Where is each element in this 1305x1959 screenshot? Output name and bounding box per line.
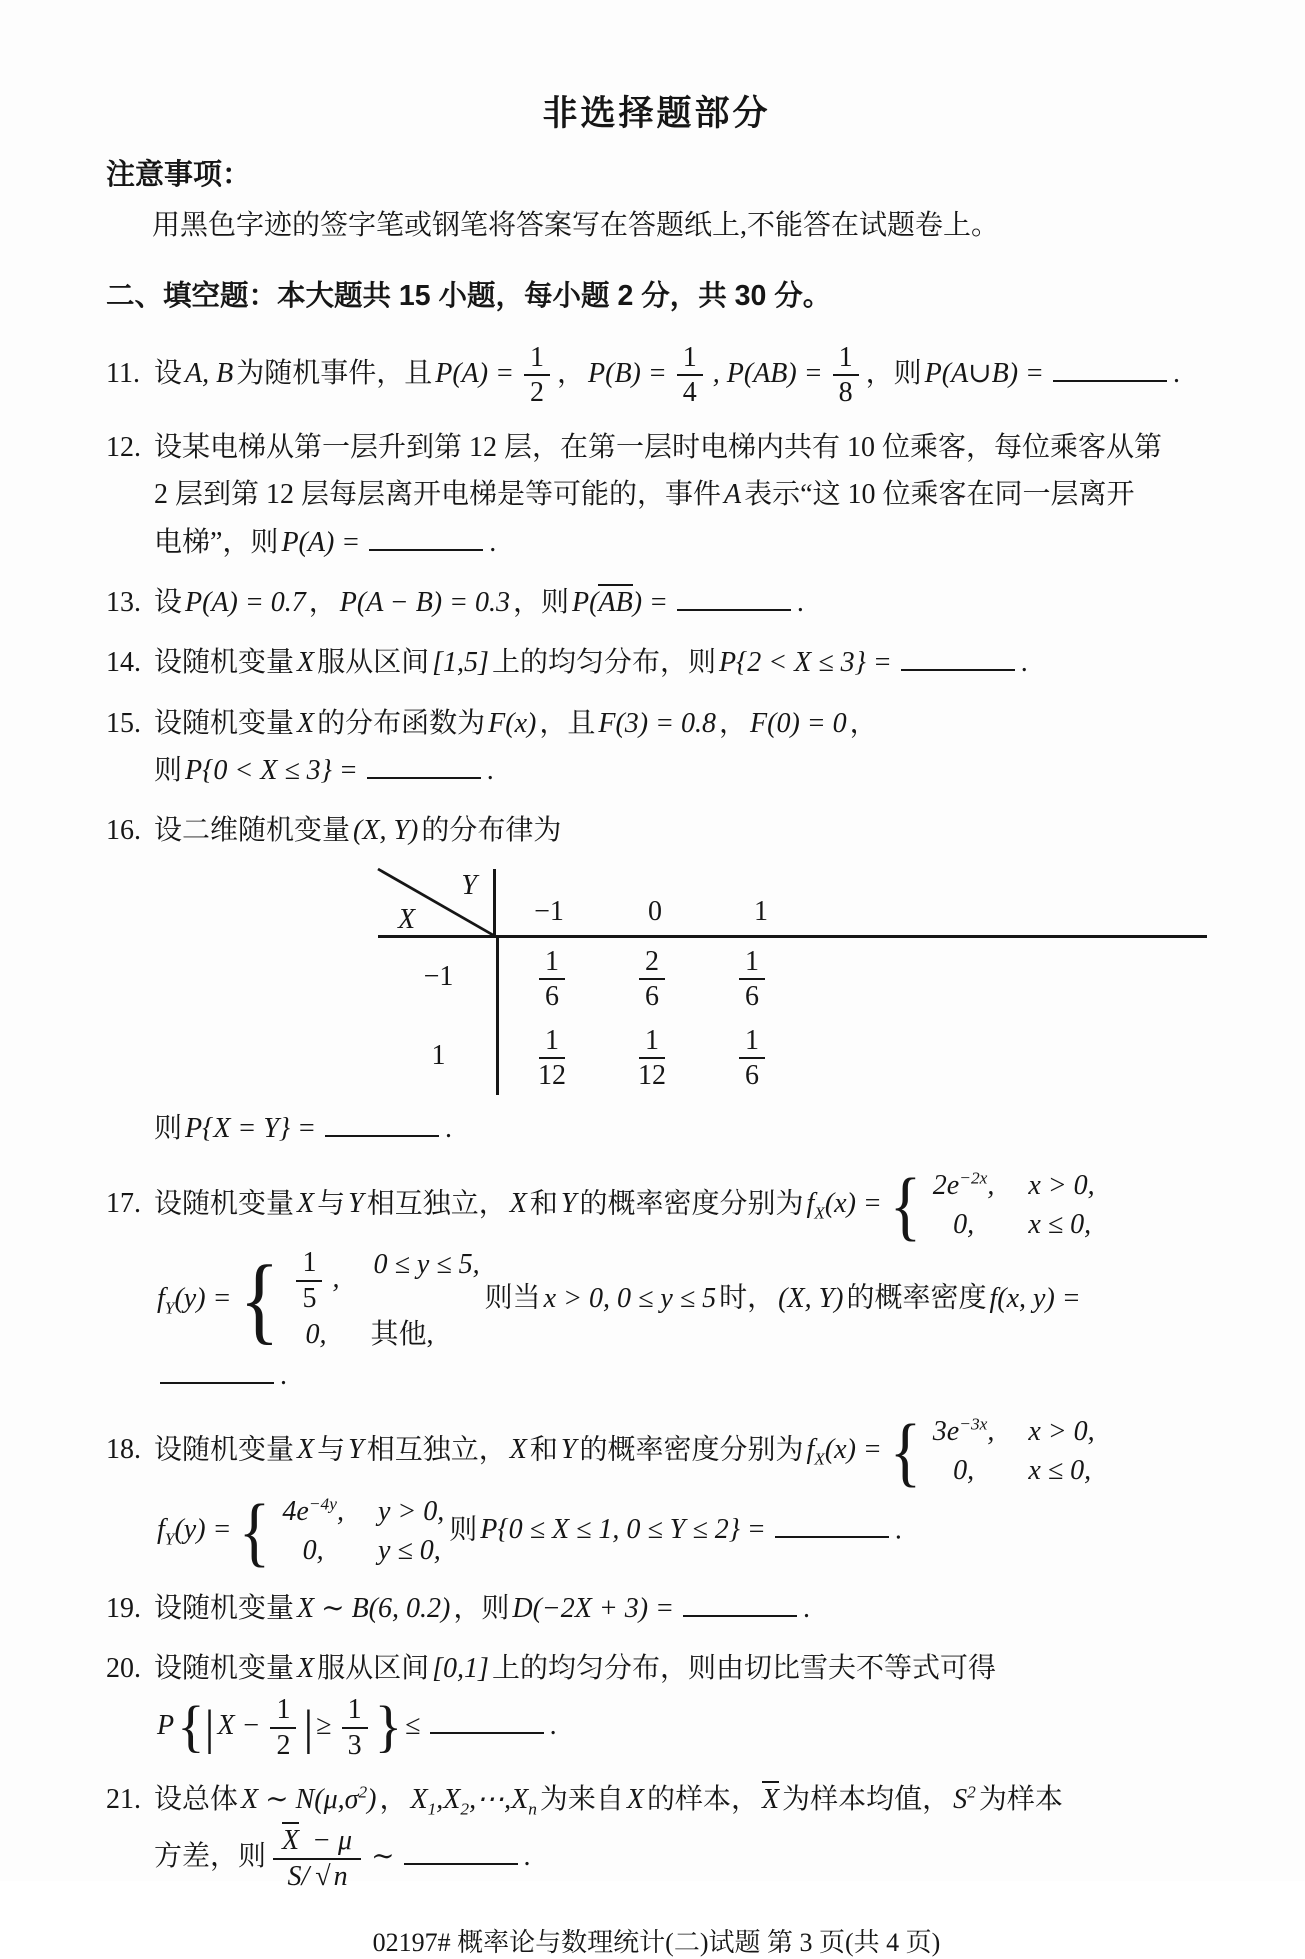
math-expression: X ∼ $N(\mu,\sigma^2)$ (241, 1782, 377, 1816)
question-text: . (796, 586, 804, 618)
overline-ab: AB (598, 584, 632, 618)
question-13 (106, 581, 1207, 624)
math-expression: A (724, 479, 742, 511)
fraction (524, 342, 550, 409)
question-number: 17. (106, 1187, 141, 1219)
y-axis-label: Y (461, 869, 477, 901)
question-text: 的概率密度 (846, 1282, 987, 1314)
answer-blank (404, 1862, 518, 1865)
question-text: 2 层到第 12 层每层离开电梯是等可能的，事件 (154, 479, 722, 511)
math-expression: X (297, 1187, 315, 1219)
piecewise-function (236, 1247, 482, 1353)
math-expression: X ∼ B(6, 0.2) (297, 1592, 451, 1624)
question-text: 上的均匀分布，则由切比雪夫不等式可得 (491, 1652, 996, 1684)
chebyshev-formula (154, 1694, 1207, 1761)
column-header: −1 (534, 896, 564, 928)
fraction-denominator: 2 (530, 377, 544, 409)
question-text: 方差，则 (154, 1841, 267, 1873)
question-18 (106, 1408, 1207, 1574)
column-header: 1 (754, 896, 768, 928)
math-expression: P{0 ≤ X ≤ 1, 0 ≤ Y ≤ 2} = (480, 1514, 766, 1546)
question-text: . (486, 755, 494, 787)
fraction-numerator: 1 (833, 342, 859, 376)
question-text: 为样本均值， (782, 1784, 951, 1816)
section-header: 二、填空题：本大题共 15 小题，每小题 2 分，共 30 分。 (106, 280, 832, 312)
table-cell (502, 938, 602, 1017)
question-text: 服从区间 (317, 1652, 430, 1684)
question-text: ， (849, 707, 878, 739)
math-expression: X − (217, 1710, 261, 1742)
fraction-denominator: 6 (545, 981, 559, 1013)
math-expression: Y (348, 1187, 364, 1219)
question-16 (106, 809, 1207, 1150)
question-text: 设随机变量 (154, 707, 295, 739)
question-line (154, 521, 1207, 564)
question-text: 服从区间 (317, 647, 430, 679)
answer-blank (677, 608, 791, 611)
row-header: 1 (381, 1017, 499, 1096)
table-cell (702, 938, 802, 1017)
row-header: −1 (381, 938, 499, 1017)
page-title: 非选择题部分 (542, 94, 771, 133)
fraction-denominator: 6 (645, 981, 659, 1013)
fraction-denominator: 6 (745, 981, 759, 1013)
fraction (739, 946, 765, 1013)
math-expression: P{2 < X ≤ 3} = (718, 647, 892, 679)
math-expression: ) = (632, 586, 668, 618)
math-expression: X (297, 1652, 315, 1684)
math-expression: X (509, 1434, 527, 1466)
math-expression: P(A) = (281, 526, 361, 558)
distribution-table (378, 869, 1207, 1095)
case-expression: $4e^{-4y}$, (282, 1494, 344, 1527)
left-brace: { (239, 1487, 271, 1574)
math-expression: [0,1] (432, 1652, 489, 1684)
fraction (342, 1694, 368, 1761)
question-14 (106, 641, 1207, 684)
fraction (539, 946, 565, 1013)
question-text: 和 (529, 1187, 558, 1219)
table-header-row (378, 869, 1207, 938)
question-text: 设随机变量 (154, 1187, 295, 1219)
math-expression: P( (572, 586, 599, 618)
function-name: f (157, 1514, 165, 1546)
fraction-denominator: 3 (347, 1729, 362, 1761)
function-subscript: X (814, 1449, 825, 1469)
answer-blank (683, 1614, 797, 1617)
table-cell (602, 938, 702, 1017)
math-expression (157, 1514, 232, 1549)
question-text: . (1020, 647, 1028, 679)
case-condition: 0 ≤ y ≤ 5, (373, 1249, 480, 1281)
absolute-value-bar: | (303, 1699, 314, 1755)
math-expression: (X, Y) (353, 815, 419, 847)
math-expression: P(A∪B) = (924, 357, 1044, 389)
fraction-numerator: 1 (677, 342, 703, 376)
question-text: . (444, 1113, 452, 1145)
math-expression: f(x, y) = (989, 1282, 1081, 1314)
fraction-numerator: 1 (539, 1025, 565, 1059)
question-text: 表示“这 10 位乘客在同一层离开 (744, 479, 1135, 511)
tilde-operator: ∼ (371, 1841, 395, 1873)
math-expression: (X, Y) (778, 1282, 844, 1314)
case-expression: $\frac{1}{5}$ , (289, 1247, 342, 1314)
fraction (739, 1025, 765, 1092)
case-condition: x ≤ 0, (1028, 1209, 1092, 1241)
left-brace: { (889, 1408, 922, 1495)
fraction (638, 1025, 666, 1092)
question-text: 与 (317, 1187, 346, 1219)
question-text: 设随机变量 (154, 1652, 295, 1684)
question-text: 则 (154, 755, 183, 787)
question-text: . (894, 1514, 902, 1546)
math-expression: F(0) = 0 (750, 707, 847, 739)
left-brace: { (889, 1161, 922, 1248)
fraction (538, 1025, 566, 1092)
sample-sequence: $X_1,X_2,\cdots,X_n$ (410, 1784, 537, 1819)
math-expression: $S^2$ (953, 1782, 976, 1816)
fraction-numerator: 1 (739, 1025, 765, 1059)
function-name: f (157, 1282, 165, 1314)
question-number: 11. (106, 357, 140, 389)
cases (930, 1414, 1098, 1490)
answer-blank (1053, 379, 1167, 382)
question-text: 相互独立， (366, 1434, 507, 1466)
question-text: ， (719, 707, 748, 739)
question-text: . (803, 1592, 811, 1624)
cases (289, 1247, 482, 1353)
question-text: 为随机事件，且 (236, 357, 433, 389)
fraction-numerator: 1 (639, 1025, 665, 1059)
question-text: 和 (529, 1434, 558, 1466)
fraction-denominator: 12 (638, 1059, 666, 1091)
question-text: 则 (154, 1113, 183, 1145)
table-cell (602, 1017, 702, 1096)
fraction-numerator: X − μ (273, 1825, 361, 1859)
question-text: 设二维随机变量 (154, 815, 351, 847)
radical-sign: √ (315, 1860, 331, 1892)
question-number: 16. (106, 815, 141, 847)
answer-blank (160, 1381, 274, 1384)
fraction-denominator: S/ √ n (284, 1860, 349, 1892)
case-condition: x > 0, (1028, 1415, 1095, 1447)
question-number: 20. (106, 1652, 141, 1684)
math-expression (572, 587, 668, 618)
question-21 (106, 1778, 1207, 1892)
answer-blank (369, 548, 483, 551)
question-text: ，则 (453, 1592, 510, 1624)
math-operator: ≤ (405, 1710, 421, 1742)
question-text: 上的均匀分布，则 (491, 647, 716, 679)
fraction-denominator: 5 (302, 1282, 317, 1314)
right-brace: } (374, 1695, 403, 1759)
case-expression: $2e^{-2x}$, (932, 1168, 995, 1201)
question-15 (106, 702, 1207, 793)
cases (930, 1168, 1098, 1244)
question-17 (106, 1161, 1207, 1397)
piecewise-function (887, 1161, 1098, 1248)
question-line (154, 1107, 1207, 1150)
question-text: 电梯”，则 (154, 526, 279, 558)
math-expression: (y) = (174, 1514, 232, 1546)
absolute-value-bar: | (204, 1699, 215, 1755)
answer-blank (430, 1731, 544, 1734)
question-number: 19. (106, 1592, 141, 1624)
math-expression: P (157, 1710, 175, 1742)
math-expression: Y (348, 1434, 364, 1466)
fraction-denominator: 8 (838, 377, 853, 409)
question-text: . (523, 1841, 531, 1873)
function-name: f (806, 1434, 815, 1466)
table-cell (502, 1017, 602, 1096)
fraction-numerator: 2 (639, 946, 665, 980)
case-expression: 0, (953, 1455, 975, 1487)
answer-blank (901, 668, 1015, 671)
question-text: 的分布函数为 (317, 707, 486, 739)
question-line (154, 473, 1207, 516)
question-text: . (549, 1710, 557, 1742)
column-header: 0 (648, 896, 662, 928)
question-number: 21. (106, 1784, 141, 1816)
question-number: 18. (106, 1434, 141, 1466)
table-row (378, 1017, 1207, 1096)
question-text: 的概率密度分别为 (579, 1187, 804, 1219)
question-number: 13. (106, 586, 141, 618)
x-bar: X (762, 1781, 779, 1815)
math-expression: X (626, 1784, 644, 1816)
math-expression: F(x) (488, 707, 537, 739)
question-text: 的样本， (647, 1784, 760, 1816)
fraction-numerator: 1 (739, 946, 765, 980)
question-text: 设 (154, 586, 183, 618)
math-expression: (x) = (824, 1434, 882, 1466)
piecewise-function (236, 1487, 447, 1574)
question-20 (106, 1647, 1207, 1761)
case-expression: $3e^{-3x}$, (932, 1414, 995, 1447)
question-text: ， (557, 357, 586, 389)
function-subscript: Y (164, 1298, 175, 1318)
question-text: 设 (154, 357, 183, 389)
math-expression: (x) = (824, 1187, 882, 1219)
math-expression: P(A − B) = 0.3 (339, 586, 511, 618)
question-text: . (489, 526, 497, 558)
answer-blank (325, 1134, 439, 1137)
math-expression: P(A) = 0.7 (185, 586, 306, 618)
function-subscript: Y (164, 1529, 175, 1549)
fraction-denominator: 12 (538, 1059, 566, 1091)
question-number: 15. (106, 707, 141, 739)
function-name: f (806, 1187, 815, 1219)
x-bar: X (282, 1822, 299, 1856)
question-text: . (1172, 357, 1180, 389)
math-expression: x > 0, 0 ≤ y ≤ 5 (543, 1282, 717, 1314)
question-text: ，且 (539, 707, 596, 739)
fraction (677, 342, 703, 409)
math-expression: P{X = Y} = (185, 1113, 316, 1145)
fraction-numerator: 1 (524, 342, 550, 376)
question-text: 设随机变量 (154, 647, 295, 679)
question-text: 则当 (484, 1282, 541, 1314)
fraction-numerator: 1 (296, 1247, 322, 1281)
question-text: 相互独立， (366, 1187, 507, 1219)
question-text: 为样本 (978, 1784, 1063, 1816)
fraction-numerator: 1 (270, 1694, 296, 1728)
table-corner (378, 869, 496, 935)
notice-text: 用黑色字迹的签字笔或钢笔将答案写在答题纸上,不能答在试题卷上。 (152, 210, 1000, 241)
math-expression: Y (560, 1434, 577, 1466)
question-text: ，则 (513, 586, 570, 618)
math-expression: X (297, 647, 315, 679)
table-cell (702, 1017, 802, 1096)
question-text: 的分布律为 (421, 815, 562, 847)
case-condition: y ≤ 0, (377, 1535, 441, 1567)
question-line (154, 1825, 1207, 1892)
question-text: ， (379, 1784, 408, 1816)
question-text: ， (308, 586, 337, 618)
math-expression: Y (560, 1187, 577, 1219)
fraction-denominator: 6 (745, 1059, 759, 1091)
left-brace: { (177, 1695, 205, 1759)
math-expression: X (297, 707, 315, 739)
case-condition: x ≤ 0, (1028, 1455, 1092, 1487)
question-line (154, 1487, 1207, 1574)
math-operator: ≥ (316, 1710, 332, 1742)
radicand: n (334, 1858, 350, 1892)
question-text: 则 (449, 1514, 478, 1546)
question-text: 设随机变量 (154, 1592, 295, 1624)
math-expression (806, 1434, 882, 1469)
question-12 (106, 426, 1207, 564)
math-expression: D(−2X + 3) = (512, 1592, 675, 1624)
case-condition: x > 0, (1028, 1169, 1095, 1201)
question-text: 为来自 (539, 1784, 624, 1816)
question-number: 14. (106, 647, 141, 679)
question-text: 设随机变量 (154, 1434, 295, 1466)
math-expression: [1,5] (432, 647, 489, 679)
math-expression: P(A) = (435, 357, 514, 389)
page-footer: 02197# 概率论与数理统计(二)试题 第 3 页(共 4 页) (372, 1928, 941, 1958)
math-expression: X (297, 1434, 315, 1466)
fraction-denominator: 4 (682, 377, 697, 409)
function-subscript: X (814, 1203, 825, 1223)
question-line (154, 1247, 1207, 1397)
question-text: . (280, 1359, 287, 1391)
question-11 (106, 342, 1207, 409)
fraction (833, 342, 859, 409)
math-expression: P{0 < X ≤ 3} = (185, 755, 358, 787)
notice-label: 注意事项： (106, 159, 252, 191)
case-condition: 其他, (370, 1319, 434, 1351)
case-condition: y > 0, (377, 1495, 445, 1527)
answer-blank (367, 776, 481, 779)
math-expression: F(3) = 0.8 (598, 707, 716, 739)
question-line (154, 749, 1207, 792)
fraction (639, 946, 665, 1013)
fraction-denominator: 2 (276, 1729, 291, 1761)
math-expression: P(B) = (588, 357, 667, 389)
cases (279, 1494, 447, 1570)
x-axis-label: X (398, 904, 416, 936)
question-text: 时， (719, 1282, 776, 1314)
left-brace: { (239, 1246, 280, 1355)
fraction (296, 1247, 322, 1314)
fraction-numerator: 1 (539, 946, 565, 980)
fraction-numerator: 1 (342, 1694, 368, 1728)
math-expression: X (509, 1187, 527, 1219)
question-text: 的概率密度分别为 (579, 1434, 804, 1466)
case-expression: 0, (953, 1209, 975, 1241)
question-text: 设总体 (154, 1784, 239, 1816)
case-expression: 0, (305, 1319, 327, 1351)
math-expression (806, 1187, 882, 1223)
math-expression (157, 1282, 232, 1318)
question-text: 设某电梯从第一层升到第 12 层，在第一层时电梯内共有 10 位乘客，每位乘客从第 (154, 431, 1163, 463)
math-expression: A, B (185, 357, 234, 389)
question-number: 12. (106, 431, 141, 463)
question-19 (106, 1587, 1207, 1630)
question-text: ，则 (865, 357, 922, 389)
question-text: 与 (317, 1434, 346, 1466)
case-expression: 0, (302, 1535, 324, 1567)
statistic-fraction (273, 1825, 361, 1892)
answer-blank (775, 1535, 889, 1538)
math-expression: , P(AB) = (712, 357, 823, 389)
piecewise-function (887, 1408, 1098, 1495)
fraction (270, 1694, 296, 1761)
table-row (378, 938, 1207, 1017)
math-expression: (y) = (174, 1282, 232, 1314)
